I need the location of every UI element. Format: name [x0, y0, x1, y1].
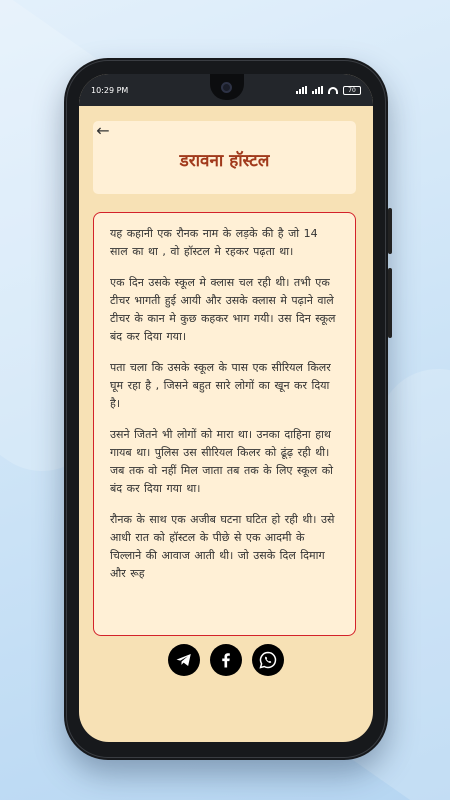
front-camera	[221, 82, 232, 93]
back-arrow-icon[interactable]: ←	[96, 121, 110, 140]
story-paragraph: यह कहानी एक रौनक नाम के लड़के की है जो 14 साल का था , वो हॉस्टल मे रहकर पढ़ता था।	[110, 227, 318, 258]
story-paragraph: पता चला कि उसके स्कूल के पास एक सीरियल किलर घूम रहा है , जिसने बहुत सारे लोगों का खून कर दिया है।	[110, 361, 331, 410]
story-paragraph: उसने जितने भी लोगों को मारा था। उनका दाहिना हाथ गायब था। पुलिस उस सीरियल किलर को ढूंढ़ रही थी। जब तक वो नहीं मिल जाता तब तक के लिए स्कूल को बंद कर दिया गया था।	[110, 428, 333, 495]
phone-frame	[64, 58, 388, 760]
volume-button	[388, 208, 392, 254]
status-time: 10:29 PM	[91, 85, 129, 95]
facebook-share-button[interactable]	[210, 644, 242, 676]
story-paragraph: रौनक के साथ एक अजीब घटना घटित हो रही थी। उसे आधी रात को हॉस्टल के पीछे से एक आदमी के चिल्लाने की आवाज आती थी। जो उसके दिल दिमाग और रूह	[110, 513, 335, 580]
story-text-box[interactable]	[93, 212, 356, 636]
header-card	[93, 121, 356, 194]
wifi-icon	[328, 87, 338, 94]
share-buttons	[79, 644, 373, 676]
phone-screen	[79, 74, 373, 742]
signal-icon	[312, 86, 323, 94]
telegram-icon	[175, 651, 193, 669]
telegram-share-button[interactable]	[168, 644, 200, 676]
whatsapp-share-button[interactable]	[252, 644, 284, 676]
power-button	[388, 268, 392, 338]
facebook-icon	[217, 651, 235, 669]
battery-icon: 70	[343, 86, 361, 95]
status-icons	[296, 86, 361, 95]
signal-icon	[296, 86, 307, 94]
whatsapp-icon	[258, 650, 278, 670]
story-paragraph: एक दिन उसके स्कूल मे क्लास चल रही थी। तभी एक टीचर भागती हुई आयी और उसके क्लास मे पढ़ाने वाले टीचर के कान मे कुछ कहकर भाग गयी। उस दिन स्कूल बंद कर दिया गया।	[110, 276, 336, 343]
page-title: डरावना हॉस्टल	[179, 151, 270, 171]
